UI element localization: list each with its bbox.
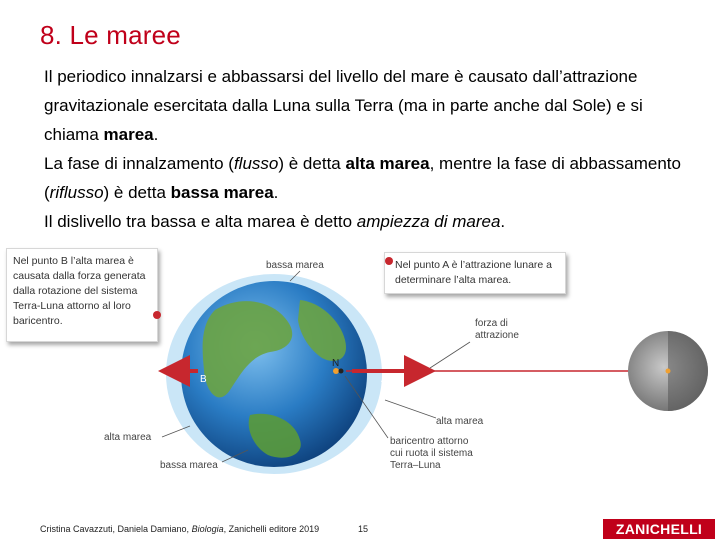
term-riflusso: riflusso bbox=[49, 183, 104, 202]
label-baricentro-line: Terra–Luna bbox=[390, 460, 441, 471]
callout-point-b bbox=[6, 248, 158, 342]
callout-point-b-text: Nel punto B l’alta marea è causata dalla forza generata dalla rotazione del sistema Terra-Luna attorno al loro baricentro. bbox=[13, 255, 146, 327]
leader-line bbox=[385, 400, 436, 418]
label-alta-marea-right: alta marea bbox=[436, 416, 484, 427]
text-span: . bbox=[153, 125, 159, 144]
label-baricentro bbox=[390, 436, 473, 472]
term-marea: marea bbox=[103, 125, 154, 144]
text-span: ) è detta bbox=[278, 154, 346, 173]
label-bassa-marea-top: bassa marea bbox=[266, 260, 324, 271]
paragraph-phases bbox=[44, 149, 684, 207]
term-alta-marea: alta marea bbox=[345, 154, 430, 173]
label-forza-line: forza di bbox=[475, 318, 508, 329]
paragraph-ampiezza bbox=[44, 207, 684, 236]
text-span: . bbox=[273, 183, 279, 202]
callout-point-a bbox=[384, 252, 566, 294]
label-point-b: B bbox=[200, 374, 207, 385]
label-forza-attrazione bbox=[475, 318, 519, 342]
text-span: ) è detta bbox=[103, 183, 171, 202]
term-ampiezza: ampiezza di marea bbox=[356, 212, 501, 231]
text-span: , mentre la fase di abbassamento ( bbox=[44, 154, 681, 202]
label-bassa-marea-bottom: bassa marea bbox=[160, 460, 218, 471]
callout-point-a-text: Nel punto A è l’attrazione lunare a determinare l’alta marea. bbox=[395, 259, 553, 286]
footer-credit bbox=[40, 524, 319, 534]
zanichelli-logo: ZANICHELLI bbox=[603, 519, 715, 539]
label-baricentro-line: cui ruota il sistema bbox=[390, 448, 473, 459]
slide-title: 8. Le maree bbox=[40, 20, 181, 50]
slide-footer bbox=[0, 515, 720, 540]
barycenter-point bbox=[339, 369, 344, 374]
label-point-n: N bbox=[332, 358, 340, 369]
label-forza-line: attrazione bbox=[475, 330, 519, 341]
text-span: . bbox=[500, 212, 506, 231]
term-flusso: flusso bbox=[233, 154, 279, 173]
credit-text: , Zanichelli editore 2019 bbox=[223, 524, 320, 534]
pin-icon bbox=[153, 311, 161, 319]
term-bassa-marea: bassa marea bbox=[170, 183, 274, 202]
tide-diagram bbox=[0, 240, 720, 515]
credit-text: Cristina Cavazzuti, Daniela Damiano, bbox=[40, 524, 192, 534]
text-span: Il periodico innalzarsi e abbassarsi del livello del mare è causato dall’attrazione gravitazionale esercitata dalla Luna sulla Terra (ma in parte anche dal Sole) e si chiama bbox=[44, 67, 643, 144]
pin-icon bbox=[385, 257, 393, 265]
credit-book-title: Biologia bbox=[191, 524, 224, 534]
text-span: La fase di innalzamento ( bbox=[44, 154, 234, 173]
slide-body bbox=[44, 62, 684, 236]
moon-shadow bbox=[668, 331, 708, 411]
page-number: 15 bbox=[358, 524, 369, 534]
paragraph-definition bbox=[44, 62, 684, 149]
text-span: Il dislivello tra bassa e alta marea è detto bbox=[44, 212, 357, 231]
label-alta-marea-left: alta marea bbox=[104, 432, 152, 443]
leader-line bbox=[430, 342, 470, 368]
label-point-a: A bbox=[381, 374, 388, 385]
moon-center-point bbox=[666, 369, 671, 374]
label-baricentro-line: baricentro attorno bbox=[390, 436, 469, 447]
